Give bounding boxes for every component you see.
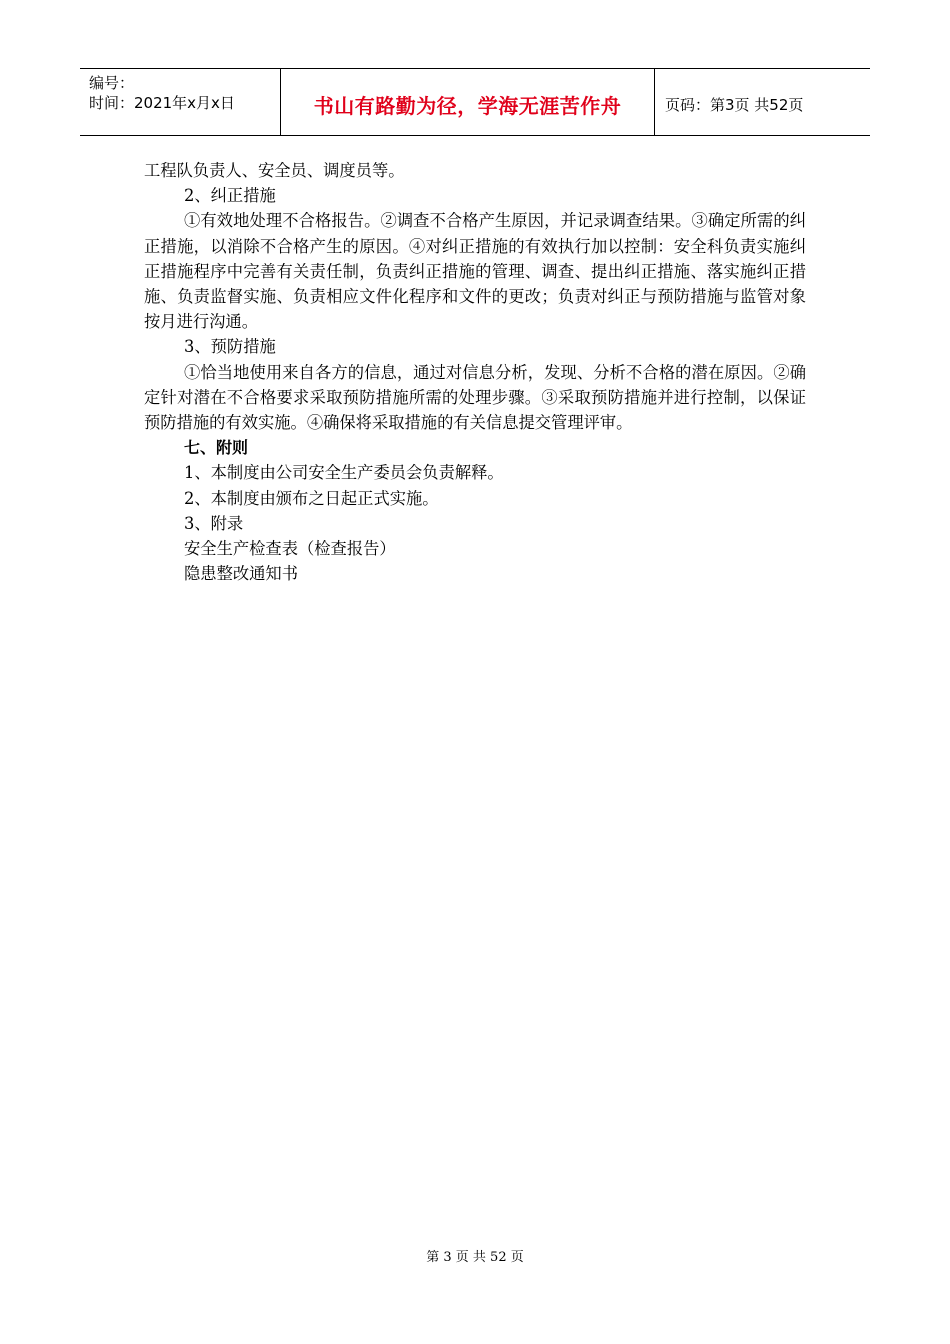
appendix-item: 安全生产检查表（检查报告） [184, 539, 396, 559]
document-body [144, 158, 806, 586]
document-date: 时间：2021年x月x日 [89, 94, 235, 112]
document-number-label: 编号： [89, 74, 135, 92]
header-meta-cell [80, 69, 281, 135]
section-heading-preventive: 3、预防措施 [184, 337, 276, 357]
list-item: 3、附录 [184, 513, 244, 533]
list-item: 2、本制度由颁布之日起正式实施。 [184, 488, 439, 508]
header-motto: 书山有路勤为径，学海无涯苦作舟 [281, 69, 655, 135]
paragraph-corrective-measures: ①有效地处理不合格报告。②调查不合格产生原因，并记录调查结果。③确定所需的纠正措施，以消除不合格产生的原因。④对纠正措施的有效执行加以控制：安全科负责实施纠正措施程序中完善有关责任制，负责纠正措施的管理、调查、提出纠正措施、落实施纠正措施、负责监督实施、负责相应文件化程序和文件的更改；负责对纠正与预防措施与监管对象按月进行沟通。 [144, 211, 806, 332]
header-page-info: 页码：第3页 共52页 [665, 95, 804, 114]
chapter-heading-appendix: 七、附则 [184, 438, 249, 458]
page-header [80, 68, 870, 136]
paragraph: 工程队负责人、安全员、调度员等。 [144, 161, 405, 180]
appendix-item: 隐患整改通知书 [184, 564, 298, 584]
page-footer: 第 3 页 共 52 页 [426, 1250, 524, 1265]
paragraph-preventive-measures: ①恰当地使用来自各方的信息，通过对信息分析，发现、分析不合格的潜在原因。②确定针对潜在不合格要求采取预防措施所需的处理步骤。③采取预防措施并进行控制，以保证预防措施的有效实施。④确保将采取措施的有关信息提交管理评审。 [144, 362, 806, 433]
list-item: 1、本制度由公司安全生产委员会负责解释。 [184, 463, 504, 483]
section-heading-corrective: 2、纠正措施 [184, 186, 276, 206]
